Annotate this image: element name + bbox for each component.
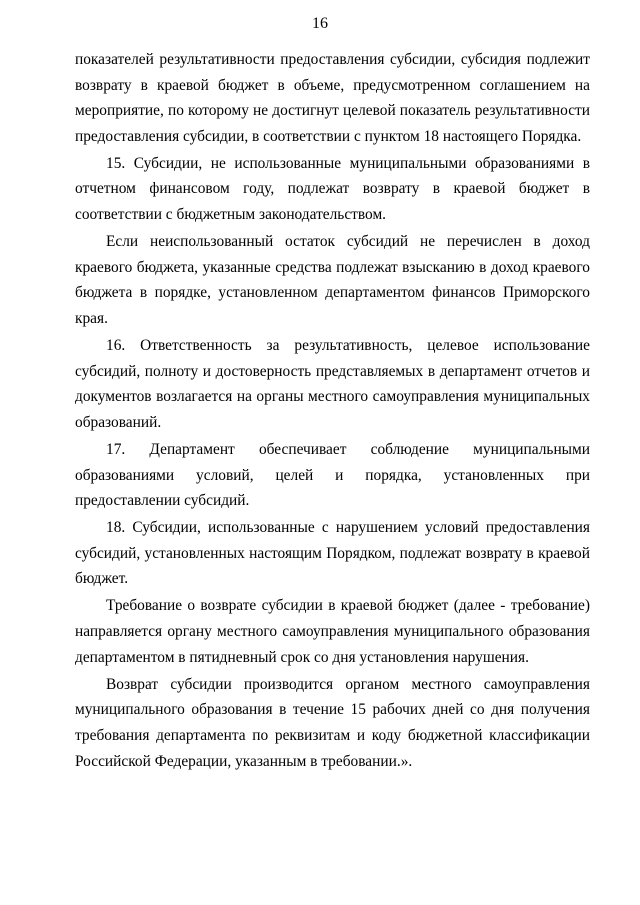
page-number: 16 — [312, 15, 328, 32]
document-body — [75, 47, 590, 776]
paragraph-unspent-balance: Если неиспользованный остаток субсидий не перечислен в доход краевого бюджета, указанные средства подлежат взысканию в доход краевого бюджета в порядке, установленном департаментом финансов Приморского края. — [75, 233, 590, 327]
paragraph-refund-procedure: Возврат субсидии производится органом местного самоуправления муниципального образования в течение 15 рабочих дней со дня получения требования департамента по реквизитам и коду бюджетной классификации Российской Федерации, указанным в требовании.». — [75, 675, 590, 770]
paragraph-item-17: 17. Департамент обеспечивает соблюдение муниципальными образованиями условий, целей и порядка, установленных при предоставлении субсидий. — [75, 440, 590, 510]
paragraph-item-18: 18. Субсидии, использованные с нарушением условий предоставления субсидий, установленных настоящим Порядком, подлежат возврату в краевой бюджет. — [75, 519, 590, 588]
paragraph-refund-requirement: Требование о возврате субсидии в краевой бюджет (далее - требование) направляется органу местного самоуправления муниципального образования департаментом в пятидневный срок со дня установления нарушения. — [75, 597, 590, 666]
paragraph-item-16: 16. Ответственность за результативность, целевое использование субсидий, полноту и достоверность представляемых в департамент отчетов и документов возлагается на органы местного самоуправления муниципальных образований. — [75, 337, 590, 431]
paragraph-continuation: показателей результативности предоставления субсидии, субсидия подлежит возврату в краевой бюджет в объеме, предусмотренном соглашением на мероприятие, по которому не достигнут целевой показатель результативности предоставления субсидии, в соответствии с пунктом 18 настоящего Порядка. — [75, 51, 590, 145]
paragraph-item-15: 15. Субсидии, не использованные муниципальными образованиями в отчетном финансовом году, подлежат возврату в краевой бюджет в соответствии с бюджетным законодательством. — [75, 154, 590, 224]
